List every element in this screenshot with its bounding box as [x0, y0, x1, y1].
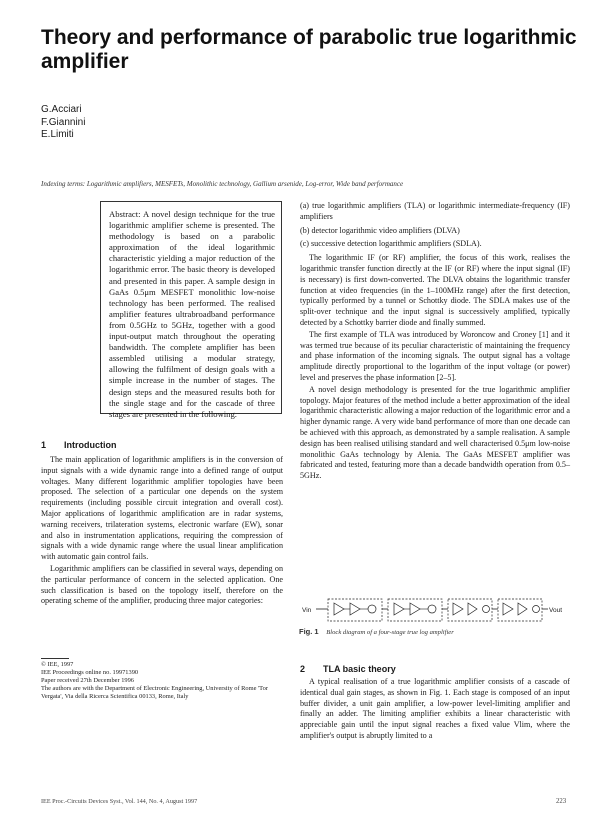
section-1-heading	[41, 435, 283, 453]
block-diagram-figure	[300, 596, 570, 626]
caption-text: Block diagram of a four-stage true log amplifier	[326, 629, 454, 636]
abstract-box	[100, 201, 282, 419]
section-1-body	[41, 455, 283, 608]
journal-footer: IEE Proc.-Circuits Devices Syst., Vol. 144, No. 4, August 1997	[41, 798, 198, 805]
footnote: The authors are with the Department of Electronic Engineering, University of Rome 'Tor Vergata', Via della Ricerca Scientifica 00133, Rome, Italy	[41, 684, 268, 700]
paragraph: A typical realisation of a true logarithmic amplifier consists of a cascade of identical dual gain stages, as shown in Fig. 1. Each stage is composed of an input buffer divider, a unit gain amplifier, a low-power level-limiting amplifier and finally an adder. The limiting amplifier exhibits a linear characteristic with appreciable gain until the input signal reaches a fixed value Vlim, where the amplifier's output is abruptly limited to a	[300, 677, 570, 740]
paragraph: The first example of TLA was introduced by Woroncow and Croney [1] and it was termed true because of its peculiar characteristic of maintaining the frequency and phase information of the incoming signals. The output signal has a voltage amplitude directly proportional to the logarithm of the input voltage (or power) level and preserves the phase information [2–5].	[300, 329, 570, 382]
section-2-heading	[300, 659, 570, 677]
section-title: TLA basic theory	[323, 664, 396, 674]
vout-label: Vout	[549, 607, 563, 614]
amplifier-stage-4	[498, 599, 542, 621]
footnote-divider	[41, 658, 69, 659]
author-list	[41, 104, 85, 142]
footnote: Paper received 27th December 1996	[41, 676, 134, 684]
paragraph: A novel design methodology is presented for the true logarithmic amplifier topology. Major features of the method include a better approximation of the ideal logarithmic characteristic allowing a major reduction of the logarithmic error and a higher dynamic range. A very wide band performance of more than one decade can be achieved with this approach, as demonstrated by a sample realisation. A sample design has been realised utilising standard and well characterised 0.5μm low-noise monolithic GaAs technology by Alenia. The GaAs MESFET amplifier was fabricated and tested, featuring more than a decade bandwidth operation from 0.5–5GHz.	[300, 384, 570, 481]
section-2-body	[300, 677, 570, 743]
section-title: Introduction	[64, 440, 117, 450]
paper-title: Theory and performance of parabolic true logarithmic amplifier	[41, 26, 577, 73]
list-item: (c) successive detection logarithmic amplifiers (SDLA).	[300, 239, 482, 249]
author-name: G.Acciari	[41, 104, 82, 115]
paragraph: Logarithmic amplifiers can be classified in several ways, depending on the particular performance of concern in the selected application. One such classification is based on the topology itself, therefore on the operating scheme of the amplifier, producing three major categories:	[41, 563, 283, 606]
page-number: 223	[556, 798, 567, 805]
abstract-text: Abstract: A novel design technique for the true logarithmic amplifier scheme is presented. The methodology is based on a parabolic approximation of the ideal logarithmic characteristic yielding a major reduction of the logarithmic error. The basic theory is developed and presented in this paper. A sample design in GaAs 0.5μm MESFET monolithic low-noise technology has been performed. The realised amplifier features ultrabroadband performance from 0.5GHz to 5GHz, together with a good input-output match throughout the operating bandwidth. The complete amplifier has been assembled utilising a modular strategy, allowing the fulfilment of design goals with a simple increase in the number of stages. The design steps and the measured results both for the single stage and for the cascade of three stages are presented in the following.	[109, 209, 275, 419]
figure-label: Fig. 1	[299, 627, 319, 636]
list-item: (a) true logarithmic amplifiers (TLA) or logarithmic intermediate-frequency (IF) amplifiers	[300, 201, 570, 221]
figure-caption	[299, 628, 569, 637]
footnote: © IEE, 1997	[41, 661, 74, 668]
amplifier-stage-2	[388, 599, 442, 621]
paragraph: The logarithmic IF (or RF) amplifier, the focus of this work, realises the logarithmic transfer function directly at the IF (or RF) where the input signal (IF) is necessary) is first down-converted. The DLVA obtains the logarithmic transfer function at video frequencies (in the 1–100MHz range) after the first detection, typically performed by a tunnel or Schottky diode. The SDLA makes use of the split-over technique and the input signal is successively amplified, typically detected by a Schottky barrier diode and finally summed.	[300, 253, 570, 327]
right-column-body	[300, 201, 570, 483]
indexing-terms: Indexing terms: Logarithmic amplifiers, MESFETs, Monolithic technology, Gallium arsenide, Log-error, Wide band performance	[41, 180, 404, 188]
footnotes	[41, 661, 283, 701]
amplifier-stage-3	[448, 599, 492, 621]
vin-label: Vin	[302, 607, 312, 614]
paragraph: The main application of logarithmic amplifiers is in the conversion of input signals with a wide dynamic range into a defined range of output voltages. Many different logarithmic amplifier topologies have been proposed. The selection of a particular one depends on the system requirements (including possible circuit integration and overall cost). Major applications of logarithmic amplification are in radar systems, warning receivers, trilateration systems, electronic warfare (EW), sonar and also in instrumentation applications, requiring the compression of signals with a wide dynamic range where the usual linear amplification with automatic gain control fails.	[41, 455, 283, 562]
list-item: (b) detector logarithmic video amplifiers (DLVA)	[300, 225, 460, 235]
footnote: IEE Proceedings online no. 19971390	[41, 668, 139, 676]
section-number: 1	[41, 440, 47, 450]
author-name: F.Giannini	[41, 116, 86, 128]
section-number: 2	[300, 664, 306, 674]
amplifier-stage-1	[328, 599, 382, 621]
author-name: E.Limiti	[41, 129, 74, 140]
